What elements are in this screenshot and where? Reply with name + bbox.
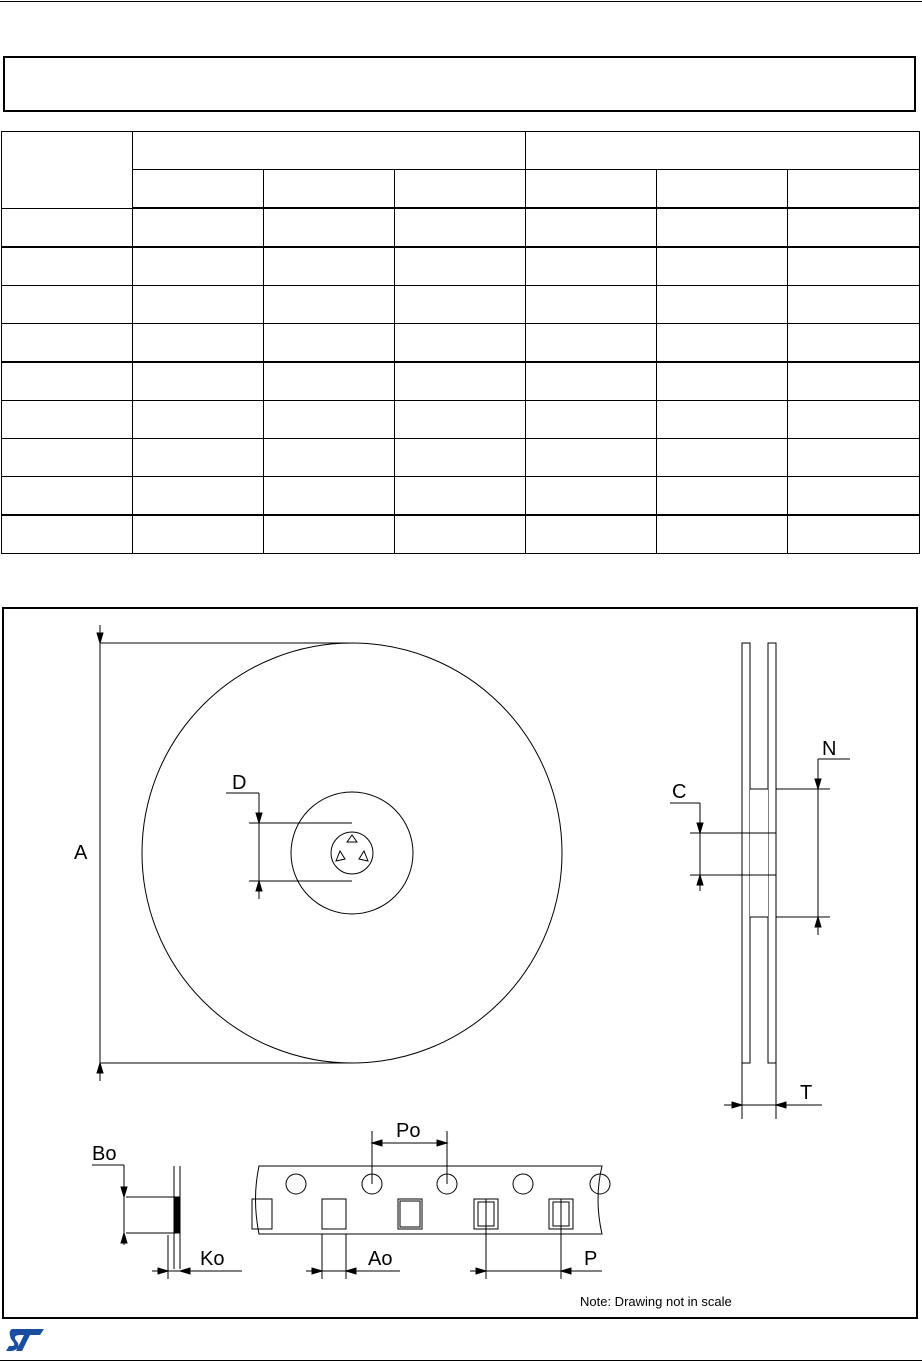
reel-and-tape-drawing bbox=[2, 607, 918, 1319]
table-row bbox=[2, 477, 920, 516]
header-cell-group-2 bbox=[526, 132, 920, 170]
dimensions-table bbox=[1, 131, 920, 554]
tape-pocket bbox=[322, 1199, 346, 1229]
table-cell bbox=[788, 247, 920, 286]
table-row bbox=[2, 286, 920, 324]
header-cell-dim bbox=[2, 132, 133, 209]
subheader-cell bbox=[264, 170, 395, 209]
table-row bbox=[2, 439, 920, 477]
reel-outer-flange bbox=[142, 643, 562, 1063]
table-cell bbox=[2, 515, 133, 554]
table-cell bbox=[526, 324, 657, 363]
table-cell bbox=[264, 515, 395, 554]
table-row bbox=[2, 515, 920, 554]
table-cell bbox=[657, 439, 788, 477]
table-cell bbox=[395, 324, 526, 363]
dim-ao-label: Ao bbox=[368, 1248, 393, 1270]
table-cell bbox=[133, 208, 264, 247]
table-cell bbox=[395, 401, 526, 439]
subheader-cell bbox=[788, 170, 920, 209]
table-cell bbox=[395, 515, 526, 554]
table-title-box bbox=[3, 56, 916, 112]
table-cell bbox=[2, 286, 133, 324]
table-cell bbox=[395, 362, 526, 401]
subheader-cell bbox=[657, 170, 788, 209]
table-cell bbox=[264, 247, 395, 286]
table-cell bbox=[264, 324, 395, 363]
table-cell bbox=[526, 362, 657, 401]
subheader-cell bbox=[133, 170, 264, 209]
header-rule bbox=[0, 1, 922, 2]
table-cell bbox=[2, 247, 133, 286]
header-cell-group-1 bbox=[133, 132, 526, 170]
table-cell bbox=[526, 286, 657, 324]
table-cell bbox=[788, 324, 920, 363]
table-row bbox=[2, 247, 920, 286]
dim-ko-label: Ko bbox=[200, 1248, 225, 1270]
table-cell bbox=[133, 401, 264, 439]
table-cell bbox=[264, 401, 395, 439]
table-cell bbox=[2, 477, 133, 516]
table-row bbox=[2, 208, 920, 247]
tape-pocket bbox=[252, 1199, 272, 1229]
tape-pocket-inner bbox=[400, 1201, 420, 1227]
dim-a-label: A bbox=[74, 842, 88, 864]
table-cell bbox=[264, 286, 395, 324]
table-row bbox=[2, 362, 920, 401]
dim-p-label: P bbox=[584, 1248, 598, 1270]
table-cell bbox=[133, 286, 264, 324]
table-cell bbox=[264, 208, 395, 247]
table-cell bbox=[657, 286, 788, 324]
reel-hub bbox=[291, 792, 413, 914]
table-header-row bbox=[2, 132, 920, 170]
table-cell bbox=[133, 247, 264, 286]
drawing-canvas bbox=[4, 609, 916, 1317]
table-cell bbox=[2, 439, 133, 477]
drawing-note: Note: Drawing not in scale bbox=[580, 1294, 732, 1309]
table-cell bbox=[788, 362, 920, 401]
table-cell bbox=[133, 324, 264, 363]
sprocket-hole bbox=[286, 1174, 306, 1194]
table-cell bbox=[657, 208, 788, 247]
table-cell bbox=[788, 286, 920, 324]
table-cell bbox=[657, 401, 788, 439]
table-row bbox=[2, 324, 920, 363]
dim-n-label: N bbox=[822, 738, 837, 760]
dim-po-label: Po bbox=[396, 1120, 421, 1142]
dim-t-label: T bbox=[800, 1082, 813, 1104]
table-cell bbox=[526, 401, 657, 439]
table-cell bbox=[2, 324, 133, 363]
table-cell bbox=[395, 247, 526, 286]
table-cell bbox=[788, 477, 920, 516]
table-cell bbox=[526, 477, 657, 516]
table-cell bbox=[657, 477, 788, 516]
table-cell bbox=[395, 286, 526, 324]
table-cell bbox=[526, 515, 657, 554]
footer-rule bbox=[0, 1360, 922, 1361]
table-cell bbox=[133, 439, 264, 477]
table-cell bbox=[788, 439, 920, 477]
table-cell bbox=[264, 439, 395, 477]
table-cell bbox=[395, 477, 526, 516]
st-logo-icon bbox=[6, 1325, 46, 1355]
dim-d-label: D bbox=[232, 772, 247, 794]
table-cell bbox=[133, 515, 264, 554]
reel-side-flange-right bbox=[768, 643, 776, 1063]
tape-profile-pocket bbox=[174, 1197, 180, 1233]
table-cell bbox=[264, 362, 395, 401]
table-cell bbox=[657, 324, 788, 363]
table-cell bbox=[133, 362, 264, 401]
table-cell bbox=[2, 208, 133, 247]
subheader-cell bbox=[526, 170, 657, 209]
table-cell bbox=[526, 208, 657, 247]
table-cell bbox=[133, 477, 264, 516]
table-cell bbox=[657, 362, 788, 401]
subheader-cell bbox=[395, 170, 526, 209]
table-cell bbox=[2, 401, 133, 439]
reel-side-flange-left bbox=[742, 643, 750, 1063]
table-cell bbox=[264, 477, 395, 516]
table-row bbox=[2, 401, 920, 439]
table-cell bbox=[2, 362, 133, 401]
table-cell bbox=[395, 439, 526, 477]
table-cell bbox=[395, 208, 526, 247]
table-cell bbox=[788, 401, 920, 439]
table-cell bbox=[788, 515, 920, 554]
tape-pocket bbox=[398, 1199, 422, 1229]
table-subheader-row bbox=[2, 170, 920, 209]
table-cell bbox=[526, 439, 657, 477]
table-cell bbox=[657, 247, 788, 286]
table-cell bbox=[526, 247, 657, 286]
table-cell bbox=[788, 208, 920, 247]
table-cell bbox=[657, 515, 788, 554]
arbor-hole-keys bbox=[336, 835, 368, 861]
sprocket-hole bbox=[513, 1174, 533, 1194]
dim-c-label: C bbox=[672, 781, 687, 803]
dim-bo-label: Bo bbox=[92, 1143, 117, 1165]
carrier-tape-outline bbox=[256, 1166, 603, 1234]
reel-side-hub-fill bbox=[750, 789, 768, 917]
